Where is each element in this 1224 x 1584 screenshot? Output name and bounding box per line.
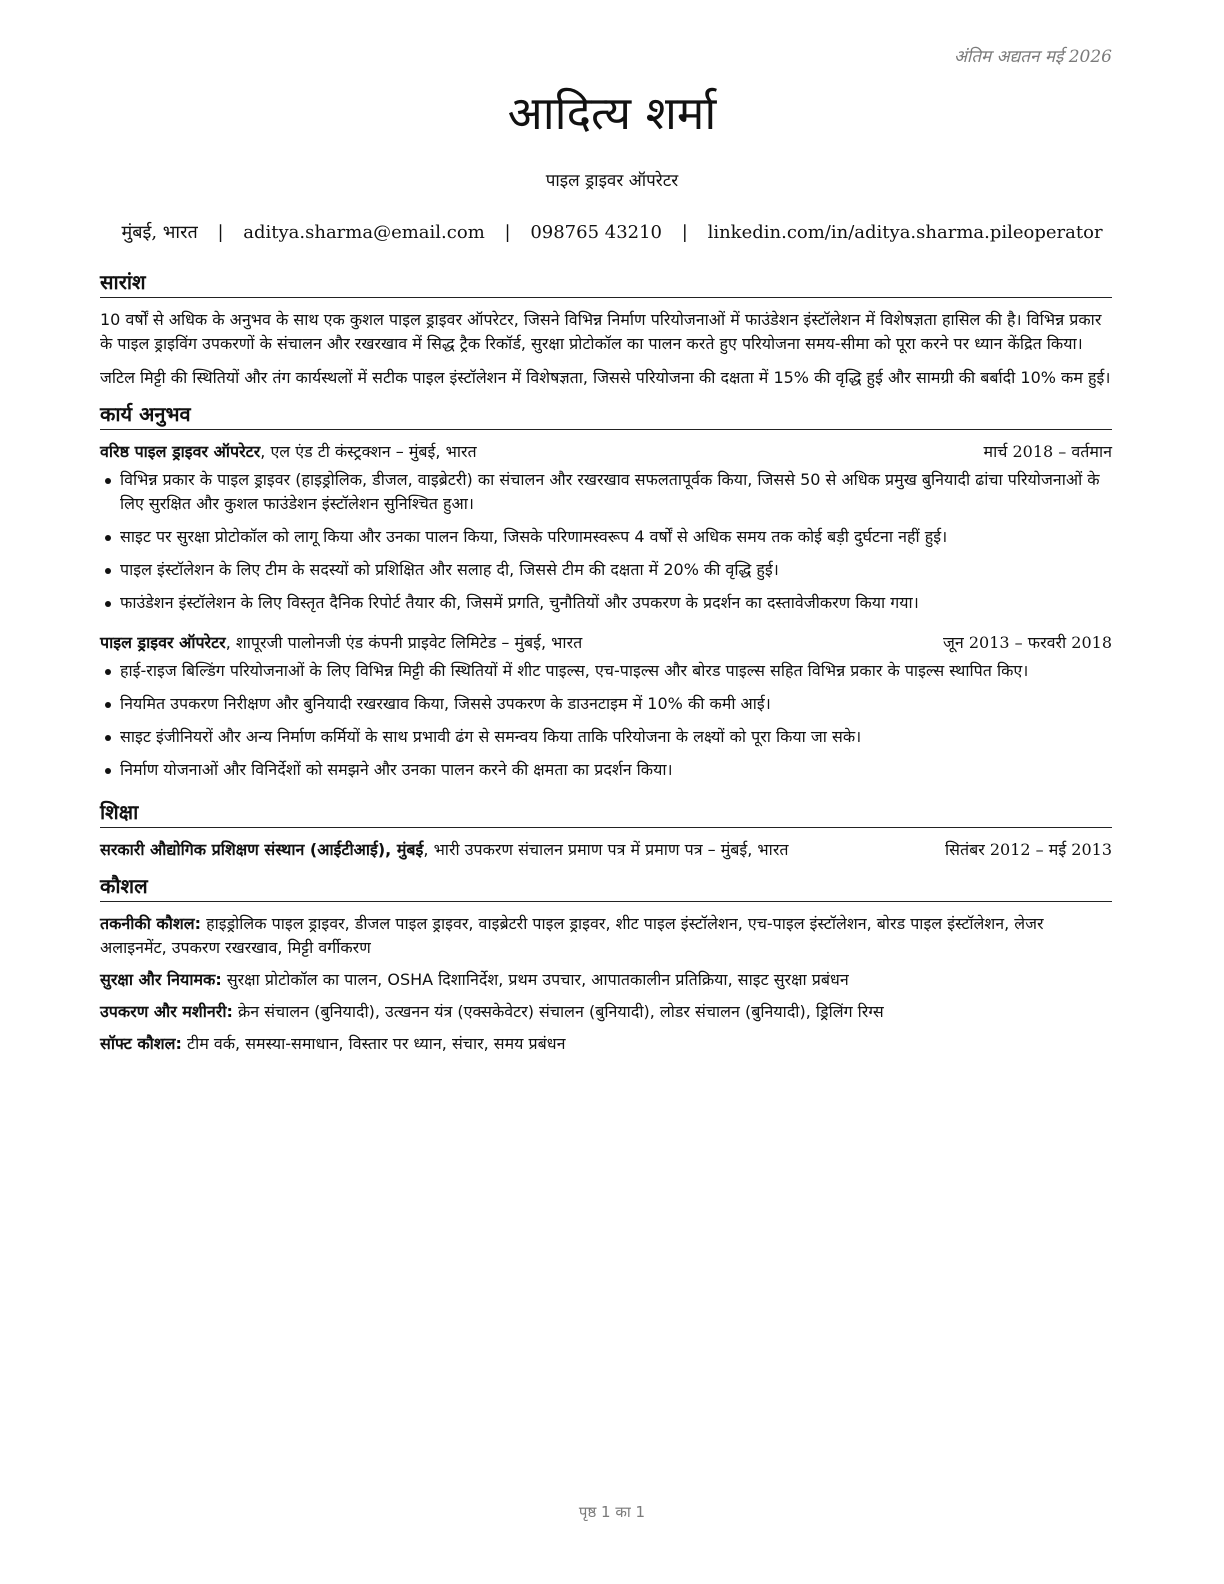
job-bullet: निर्माण योजनाओं और विनिर्देशों को समझने और उनका पालन करने की क्षमता का प्रदर्शन किया। xyxy=(120,758,1112,782)
job-bullet: नियमित उपकरण निरीक्षण और बुनियादी रखरखाव किया, जिससे उपकरण के डाउनटाइम में 10% की कमी आई। xyxy=(120,692,1112,716)
job-bullet: साइट इंजीनियरों और अन्य निर्माण कर्मियों के साथ प्रभावी ढंग से समन्वय किया ताकि परियोजना के लक्ष्यों को पूरा किया जा सके। xyxy=(120,725,1112,749)
summary-paragraph: 10 वर्षों से अधिक के अनुभव के साथ एक कुशल पाइल ड्राइवर ऑपरेटर, जिसने विभिन्न निर्माण परियोजनाओं में फाउंडेशन इंस्टॉलेशन में विशेषज्ञता हासिल की है। विभिन्न प्रकार के पाइल ड्राइविंग उपकरणों के संचालन और रखरखाव में सिद्ध ट्रैक रिकॉर्ड, सुरक्षा प्रोटोकॉल का पालन करते हुए परियोजना समय-सीमा को पूरा करने पर ध्यान केंद्रित किया। xyxy=(100,310,1102,353)
job-header xyxy=(100,631,1112,655)
last-updated-note: अंतिम अद्यतन मई 2026 xyxy=(953,47,1112,67)
section-title-experience: कार्य अनुभव xyxy=(100,400,1112,430)
job-title-line xyxy=(100,440,477,464)
contact-linkedin[interactable]: linkedin.com/in/aditya.sharma.pileoperator xyxy=(707,222,1103,243)
skill-group xyxy=(100,1000,1112,1024)
skill-group-text: हाइड्रोलिक पाइल ड्राइवर, डीजल पाइल ड्राइवर, वाइब्रेटरी पाइल ड्राइवर, शीट पाइल इंस्टॉलेशन, एच-पाइल इंस्टॉलेशन, बोरड पाइल इंस्टॉलेशन, लेजर अलाइनमेंट, उपकरण रखरखाव, मिट्टी वर्गीकरण xyxy=(100,914,1044,957)
candidate-role: पाइल ड्राइवर ऑपरेटर xyxy=(545,171,679,191)
job-dates: मार्च 2018 – वर्तमान xyxy=(983,442,1112,461)
page-number: पृष्ठ 1 का 1 xyxy=(578,1503,646,1521)
job-dates: जून 2013 – फरवरी 2018 xyxy=(943,633,1112,652)
job-bullet: फाउंडेशन इंस्टॉलेशन के लिए विस्तृत दैनिक रिपोर्ट तैयार की, जिसमें प्रगति, चुनौतियों और उपकरण के प्रदर्शन का दस्तावेजीकरण किया गया। xyxy=(120,591,1112,615)
job-bullet: साइट पर सुरक्षा प्रोटोकॉल को लागू किया और उनका पालन किया, जिसके परिणामस्वरूप 4 वर्षों से अधिक समय तक कोई बड़ी दुर्घटना नहीं हुई। xyxy=(120,525,1112,549)
section-title-education: शिक्षा xyxy=(100,798,1112,828)
job-entry xyxy=(100,631,1112,782)
candidate-name: आदित्य शर्मा xyxy=(507,86,717,140)
contact-separator: | xyxy=(504,222,511,243)
skill-group-text: क्रेन संचालन (बुनियादी), उत्खनन यंत्र (एक्सकेवेटर) संचालन (बुनियादी), लोडर संचालन (बुनियादी), ड्रिलिंग रिग्स xyxy=(232,1002,884,1021)
skill-group-text: सुरक्षा प्रोटोकॉल का पालन, OSHA दिशानिर्देश, प्रथम उपचार, आपातकालीन प्रतिक्रिया, साइट सुरक्षा प्रबंधन xyxy=(221,970,849,989)
summary-section xyxy=(100,268,1112,390)
skills-section xyxy=(100,872,1112,1056)
skill-group xyxy=(100,1032,1112,1056)
contact-phone[interactable]: 098765 43210 xyxy=(530,222,663,243)
contact-email[interactable]: aditya.sharma@email.com xyxy=(243,222,485,243)
education-detail: , भारी उपकरण संचालन प्रमाण पत्र में प्रमाण पत्र – मुंबई, भारत xyxy=(423,840,789,859)
skill-group-label: सॉफ्ट कौशल: xyxy=(100,1034,182,1053)
contact-line xyxy=(0,220,1224,244)
job-entry xyxy=(100,440,1112,615)
experience-section xyxy=(100,400,1112,782)
job-company: , एल एंड टी कंस्ट्रक्शन – मुंबई, भारत xyxy=(260,442,477,461)
contact-separator: | xyxy=(681,222,688,243)
job-position: वरिष्ठ पाइल ड्राइवर ऑपरेटर xyxy=(100,442,261,461)
job-title-line xyxy=(100,631,582,655)
skill-group-text: टीम वर्क, समस्या-समाधान, विस्तार पर ध्यान, संचार, समय प्रबंधन xyxy=(181,1034,566,1053)
job-header xyxy=(100,440,1112,464)
section-title-skills: कौशल xyxy=(100,872,1112,902)
job-bullets xyxy=(100,659,1112,782)
education-text xyxy=(100,838,789,862)
job-bullet: हाई-राइज बिल्डिंग परियोजनाओं के लिए विभिन्न मिट्टी की स्थितियों में शीट पाइल्स, एच-पाइल्स और बोरड पाइल्स सहित विभिन्न प्रकार के पाइल्स स्थापित किए। xyxy=(120,659,1112,683)
job-position: पाइल ड्राइवर ऑपरेटर xyxy=(100,633,226,652)
summary-paragraph: जटिल मिट्टी की स्थितियों और तंग कार्यस्थलों में सटीक पाइल इंस्टॉलेशन में विशेषज्ञता, जिससे परियोजना की दक्षता में 15% की वृद्धि हुई और सामग्री की बर्बादी 10% कम हुई। xyxy=(100,368,1111,387)
skill-group xyxy=(100,968,1112,992)
education-institution: सरकारी औद्योगिक प्रशिक्षण संस्थान (आईटीआई), मुंबई xyxy=(100,840,424,859)
skill-group xyxy=(100,912,1112,960)
job-bullet: विभिन्न प्रकार के पाइल ड्राइवर (हाइड्रोलिक, डीजल, वाइब्रेटरी) का संचालन और रखरखाव सफलतापूर्वक किया, जिससे 50 से अधिक प्रमुख बुनियादी ढांचा परियोजनाओं के लिए सुरक्षित और कुशल फाउंडेशन इंस्टॉलेशन सुनिश्चित हुआ। xyxy=(120,468,1112,516)
resume-body xyxy=(100,268,1112,1066)
contact-separator: | xyxy=(217,222,224,243)
skill-group-label: तकनीकी कौशल: xyxy=(100,914,201,933)
job-bullet: पाइल इंस्टॉलेशन के लिए टीम के सदस्यों को प्रशिक्षित और सलाह दी, जिससे टीम की दक्षता में 20% की वृद्धि हुई। xyxy=(120,558,1112,582)
education-entry xyxy=(100,838,1112,862)
skill-group-label: उपकरण और मशीनरी: xyxy=(100,1002,233,1021)
skill-group-label: सुरक्षा और नियामक: xyxy=(100,970,222,989)
contact-location: मुंबई, भारत xyxy=(121,222,198,243)
job-bullets xyxy=(100,468,1112,615)
section-title-summary: सारांश xyxy=(100,268,1112,298)
job-company: , शापूरजी पालोनजी एंड कंपनी प्राइवेट लिमिटेड – मुंबई, भारत xyxy=(225,633,583,652)
education-dates: सितंबर 2012 – मई 2013 xyxy=(945,840,1112,859)
education-section xyxy=(100,798,1112,862)
